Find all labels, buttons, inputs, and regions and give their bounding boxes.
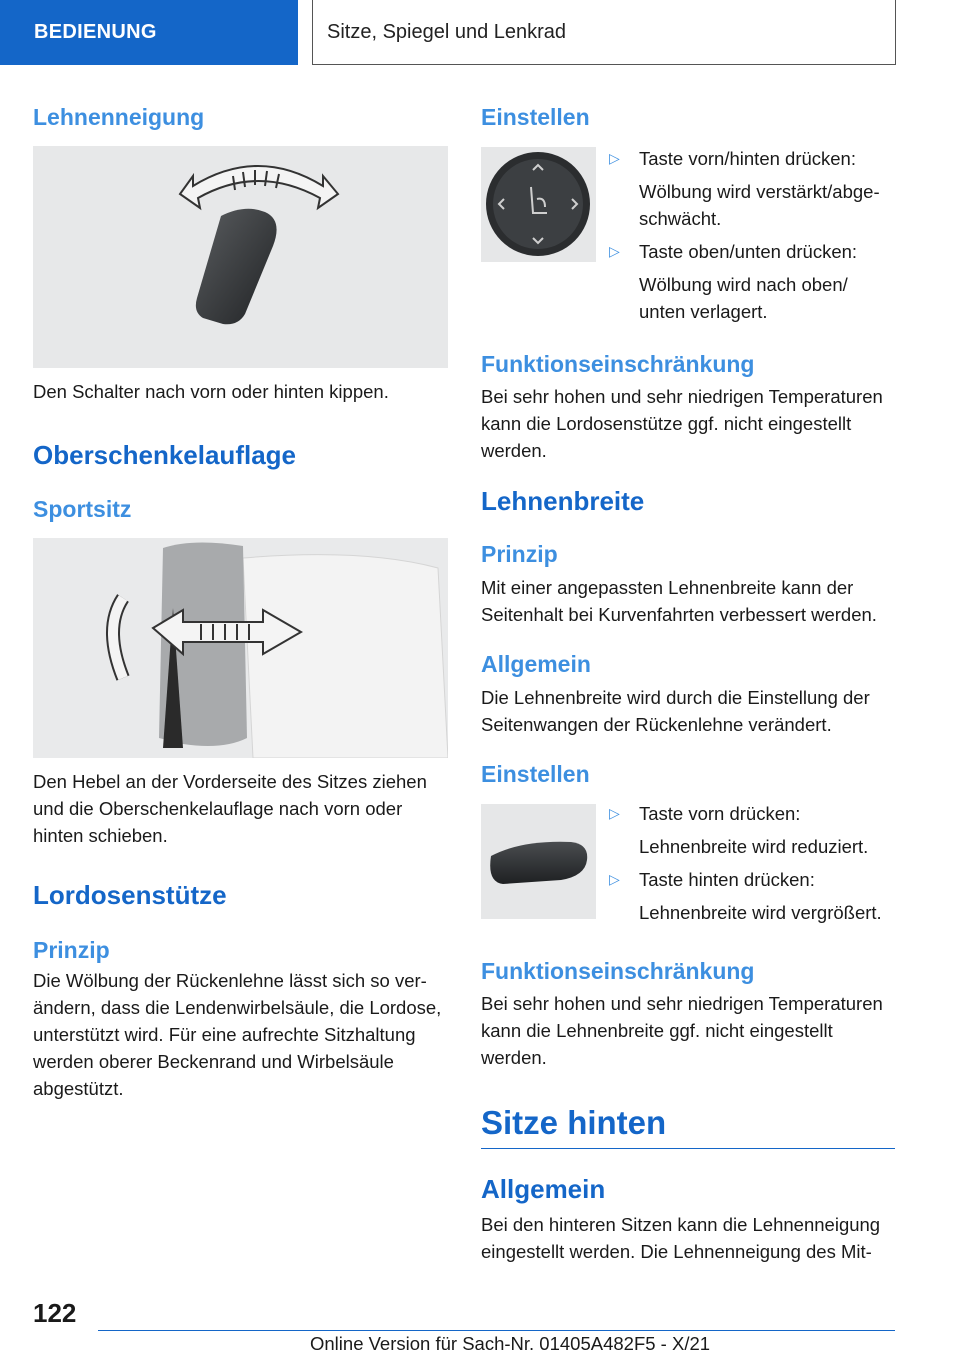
footer-divider xyxy=(98,1330,895,1331)
text-lehnenbreite-allgemein: Die Lehnenbreite wird durch die Einstellung der Seitenwangen der Rückenlehne verändert. xyxy=(481,687,870,735)
subheading-allgemein: Allgemein xyxy=(481,651,591,677)
list-item xyxy=(605,866,895,926)
list-einstellen-2 xyxy=(605,800,895,932)
list-item xyxy=(605,238,895,325)
item-action: Taste oben/unten drücken: xyxy=(639,241,858,262)
heading-oberschenkelauflage: Oberschenkelauflage xyxy=(33,440,296,470)
item-result: Lehnenbreite wird vergrößert. xyxy=(639,902,882,923)
heading-sitze-hinten: Sitze hinten xyxy=(481,1104,667,1141)
footer-text: Online Version für Sach-Nr. 01405A482F5 - X/21 xyxy=(310,1333,711,1354)
section-divider xyxy=(481,1148,895,1149)
page-number: 122 xyxy=(33,1298,77,1328)
triangle-right-icon: ▷ xyxy=(609,243,620,259)
subheading-allgemein-hinten: Allgemein xyxy=(481,1174,606,1204)
text-sitze-hinten: Bei den hinteren Sitzen kann die Lehnenneigung eingestellt werden. Die Lehnenneigung des Mit- xyxy=(481,1214,881,1262)
heading-funktionseinschraenkung-2: Funktionseinschränkung xyxy=(481,958,755,984)
item-action: Taste vorn drücken: xyxy=(639,803,801,824)
lumbar-button-illustration xyxy=(481,147,596,262)
list-einstellen-1 xyxy=(605,145,895,331)
thigh-support-illustration xyxy=(33,538,448,758)
triangle-right-icon: ▷ xyxy=(609,871,620,887)
section-tab: BEDIENUNG xyxy=(0,0,298,65)
heading-funktionseinschraenkung-1: Funktionseinschränkung xyxy=(481,351,755,377)
item-action: Taste vorn/hinten drücken: xyxy=(639,148,856,169)
caption-lehnenneigung: Den Schalter nach vorn oder hinten kippen. xyxy=(33,381,389,402)
heading-lehnenbreite: Lehnenbreite xyxy=(481,486,645,516)
subheading-prinzip-lehnenbreite: Prinzip xyxy=(481,541,558,567)
chapter-title: Sitze, Spiegel und Lenkrad xyxy=(312,0,896,65)
heading-einstellen-1: Einstellen xyxy=(481,104,590,130)
subheading-prinzip: Prinzip xyxy=(33,937,110,963)
figure-thigh-support-lever xyxy=(33,538,448,758)
text-funktion-1: Bei sehr hohen und sehr niedrigen Temperaturen kann die Lordosenstütze ggf. nicht eingestellt werden. xyxy=(481,386,883,461)
item-result: Lehnenbreite wird reduziert. xyxy=(639,836,869,857)
list-item xyxy=(605,145,895,232)
heading-einstellen-2: Einstellen xyxy=(481,761,590,787)
heading-lehnenneigung: Lehnenneigung xyxy=(33,104,205,130)
text-oberschenkelauflage: Den Hebel an der Vorderseite des Sitzes ziehen und die Oberschenkelauflage nach vorn oder hinten schieben. xyxy=(33,771,427,846)
backrest-tilt-switch-illustration xyxy=(33,146,448,368)
triangle-right-icon: ▷ xyxy=(609,805,620,821)
subheading-sportsitz: Sportsitz xyxy=(33,496,132,522)
item-result: Wölbung wird verstärkt/abgeschwächt. xyxy=(639,181,880,229)
item-action: Taste hinten drücken: xyxy=(639,869,815,890)
item-result: Wölbung wird nach oben/ unten verlagert. xyxy=(639,274,848,322)
width-button-illustration xyxy=(481,804,596,919)
figure-lumbar-support-button xyxy=(481,147,596,262)
text-lehnenbreite-prinzip: Mit einer angepassten Lehnenbreite kann der Seitenhalt bei Kurvenfahrten verbessert werden. xyxy=(481,577,877,625)
text-funktion-2: Bei sehr hohen und sehr niedrigen Temperaturen kann die Lehnenbreite ggf. nicht eingestellt werden. xyxy=(481,993,883,1068)
figure-backrest-tilt-switch xyxy=(33,146,448,368)
figure-backrest-width-button xyxy=(481,804,596,919)
triangle-right-icon: ▷ xyxy=(609,150,620,166)
list-item xyxy=(605,800,895,860)
heading-lordosenstuetze: Lordosenstütze xyxy=(33,880,227,910)
text-lordose-prinzip: Die Wölbung der Rückenlehne lässt sich so verändern, dass die Lendenwirbelsäule, die Lordose, unterstützt wird. Für eine aufrechte Sitzhaltung werden oberer Beckenrand und Wirbelsäule abgestützt. xyxy=(33,970,442,1099)
